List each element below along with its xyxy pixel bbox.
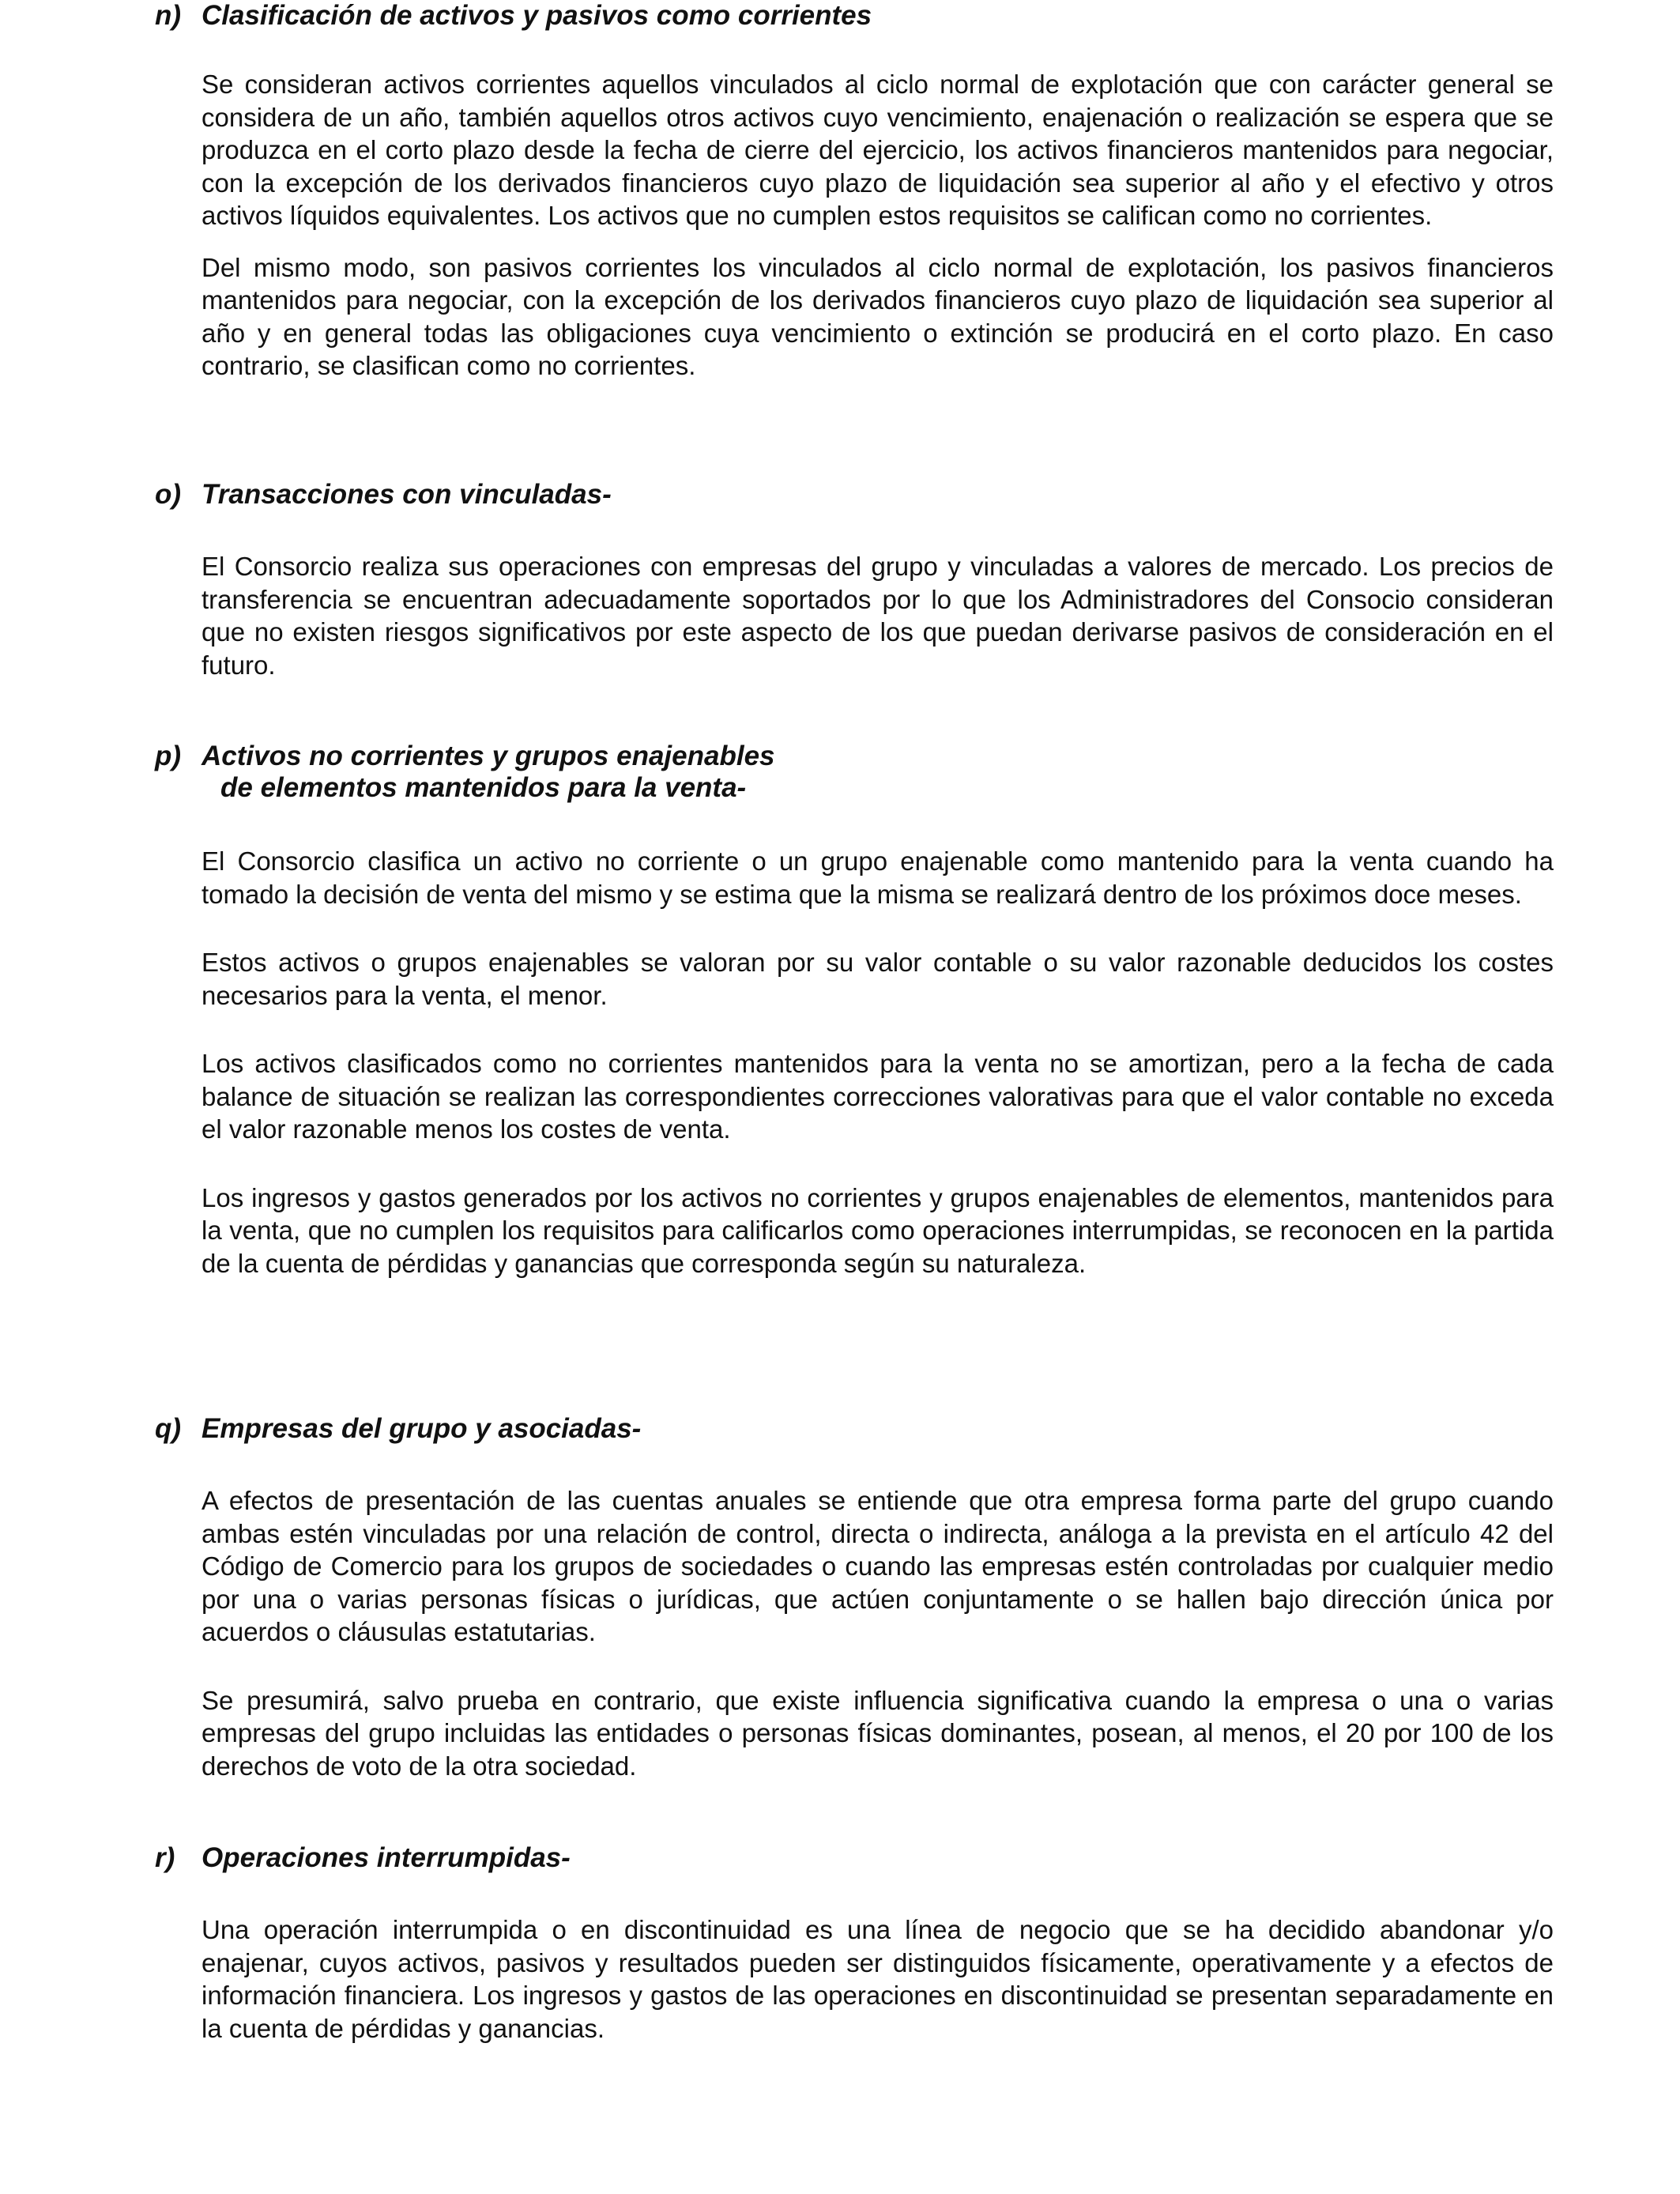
paragraph: A efectos de presentación de las cuentas anuales se entiende que otra empresa forma parte del grupo cuando ambas estén vinculadas por una relación de control, directa o indirecta, análoga a la prevista en el artículo 42 del Código de Comercio para los grupos de sociedades o cuando las empresas estén controladas por cualquier medio por una o varias personas físicas o jurídicas, que actúen conjuntamente o se hallen bajo dirección única por acuerdos o cláusulas estatutarias. xyxy=(202,1486,1554,1646)
section-body xyxy=(202,1484,1554,1782)
section-heading xyxy=(155,1413,1554,1445)
section-o xyxy=(155,479,1554,681)
section-title-line2: de elementos mantenidos para la venta- xyxy=(220,772,747,803)
section-body xyxy=(202,68,1554,383)
paragraph: El Consorcio realiza sus operaciones con empresas del grupo y vinculadas a valores de mercado. Los precios de transferencia se encuentran adecuadamente soportados por lo que los Administradores del Consocio consideran que no existen riesgos significativos por este aspecto de los que puedan derivarse pasivos de consideración en el futuro. xyxy=(202,552,1554,680)
paragraph: Los activos clasificados como no corrientes mantenidos para la venta no se amortizan, pero a la fecha de cada balance de situación se realizan las correspondientes correcciones valorativas para que el valor contable no exceda el valor razonable menos los costes de venta. xyxy=(202,1049,1554,1144)
section-heading xyxy=(155,1842,1554,1874)
section-body xyxy=(202,1913,1554,2045)
section-letter: p) xyxy=(155,741,182,771)
section-title: Empresas del grupo y asociadas- xyxy=(202,1413,642,1444)
paragraph: Se presumirá, salvo prueba en contrario, que existe influencia significativa cuando la empresa o una o varias empresas del grupo incluidas las entidades o personas físicas dominantes, posean, al menos, el 20 por 100 de los derechos de voto de la otra sociedad. xyxy=(202,1685,1554,1781)
paragraph: Se consideran activos corrientes aquellos vinculados al ciclo normal de explotación que con carácter general se considera de un año, también aquellos otros activos cuyo vencimiento, enajenación o realización se espera que se produzca en el corto plazo desde la fecha de cierre del ejercicio, los activos financieros mantenidos para negociar, con la excepción de los derivados financieros cuyo plazo de liquidación sea superior al año y el efectivo y otros activos líquidos equivalentes. Los activos que no cumplen estos requisitos se califican como no corrientes. xyxy=(202,70,1554,230)
section-title: Activos no corrientes y grupos enajenables xyxy=(202,741,775,771)
section-heading xyxy=(155,479,1554,511)
section-n xyxy=(155,0,1554,383)
section-heading xyxy=(155,741,1554,804)
paragraph: Los ingresos y gastos generados por los activos no corrientes y grupos enajenables de elementos, mantenidos para la venta, que no cumplen los requisitos para calificarlos como operaciones interrumpidas, se reconocen en la partida de la cuenta de pérdidas y ganancias que corresponda según su naturaleza. xyxy=(202,1182,1554,1278)
paragraph: Una operación interrumpida o en discontinuidad es una línea de negocio que se ha decidido abandonar y/o enajenar, cuyos activos, pasivos y resultados pueden ser distinguidos físicamente, operativamente y a efectos de información financiera. Los ingresos y gastos de las operaciones en discontinuidad se presentan separadamente en la cuenta de pérdidas y ganancias. xyxy=(202,1915,1554,2043)
section-q xyxy=(155,1413,1554,1782)
section-r xyxy=(155,1842,1554,2045)
section-title: Transacciones con vinculadas- xyxy=(202,479,612,510)
section-letter: q) xyxy=(155,1413,182,1444)
section-letter: n) xyxy=(155,0,182,31)
section-heading xyxy=(155,0,1554,32)
section-p xyxy=(155,741,1554,1280)
section-letter: o) xyxy=(155,479,182,510)
paragraph: Estos activos o grupos enajenables se valoran por su valor contable o su valor razonable deducidos los costes necesarios para la venta, el menor. xyxy=(202,948,1554,1010)
paragraph: El Consorcio clasifica un activo no corriente o un grupo enajenable como mantenido para la venta cuando ha tomado la decisión de venta del mismo y se estima que la misma se realizará dentro de los próximos doce meses. xyxy=(202,846,1554,909)
section-title: Clasificación de activos y pasivos como corrientes xyxy=(202,0,872,31)
section-letter: r) xyxy=(155,1842,175,1873)
section-title: Operaciones interrumpidas- xyxy=(202,1842,571,1873)
section-body xyxy=(202,550,1554,681)
section-body xyxy=(202,845,1554,1280)
paragraph: Del mismo modo, son pasivos corrientes los vinculados al ciclo normal de explotación, los pasivos financieros mantenidos para negociar, con la excepción de los derivados financieros cuyo plazo de liquidación sea superior al año y en general todas las obligaciones cuya vencimiento o extinción se producirá en el corto plazo. En caso contrario, se clasifican como no corrientes. xyxy=(202,252,1554,380)
